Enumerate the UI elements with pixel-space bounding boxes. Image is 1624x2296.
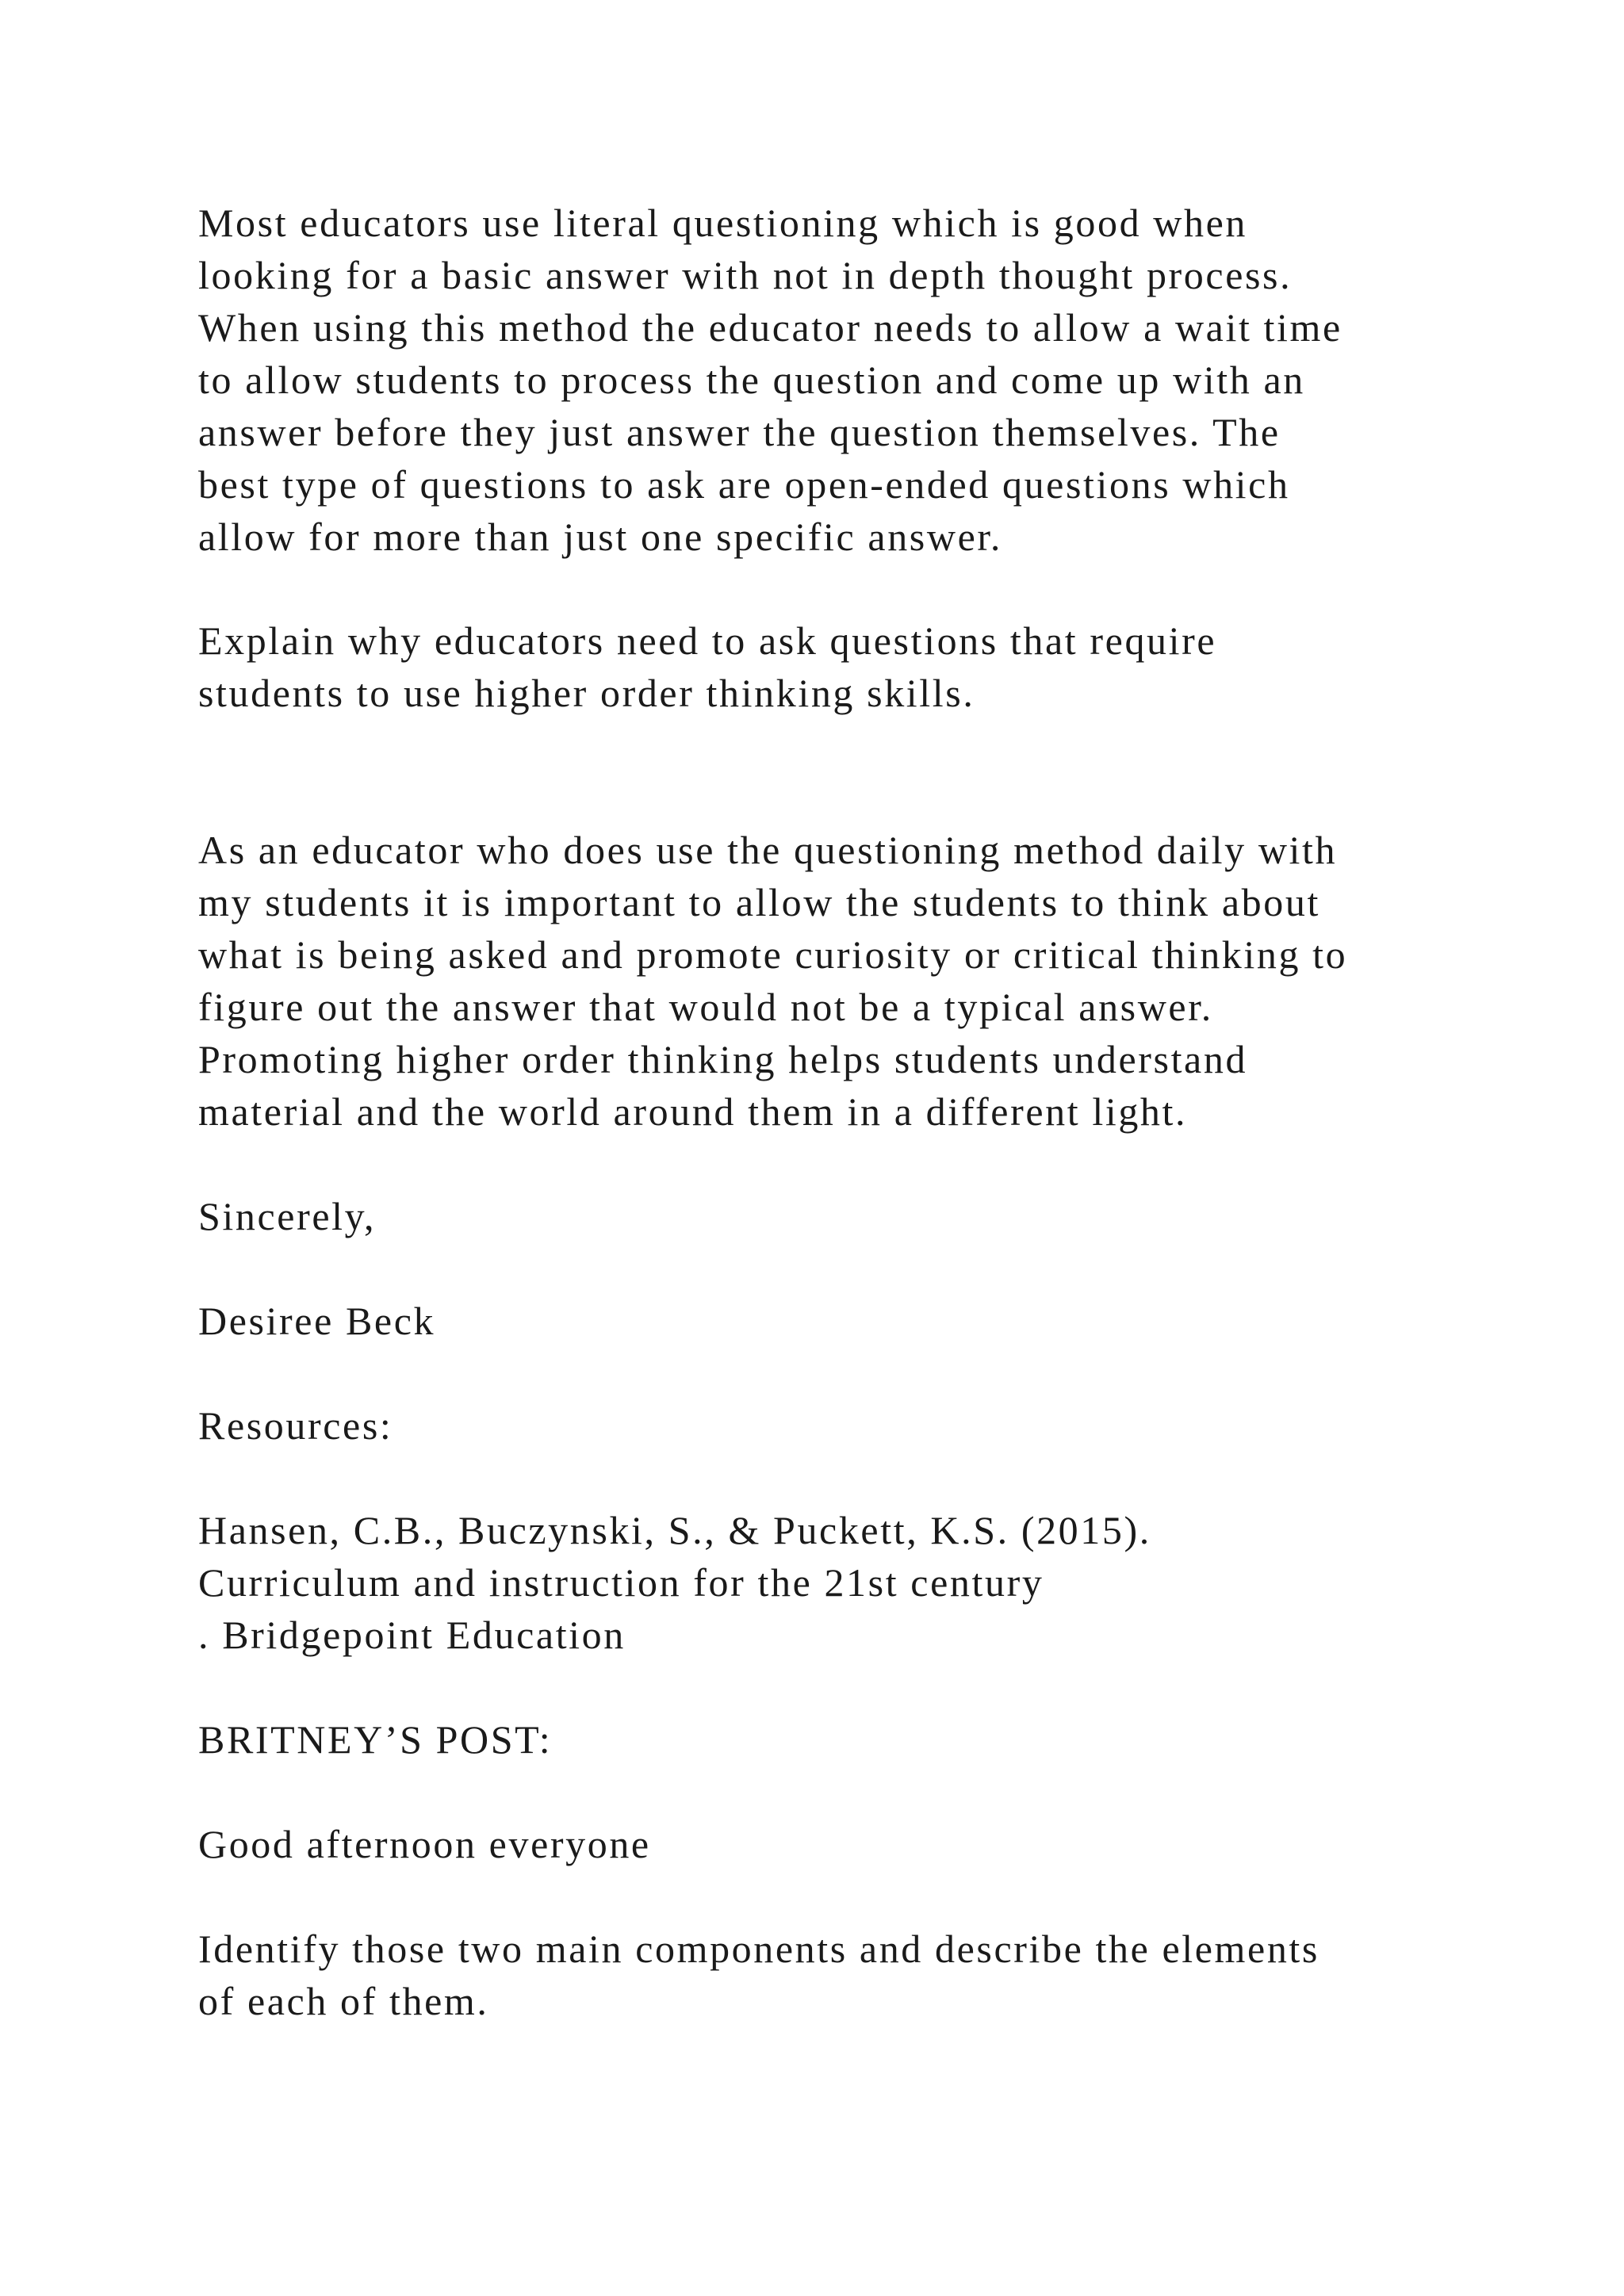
text-line: Identify those two main components and describe the elements (198, 1927, 1320, 1971)
closing-salutation (198, 1190, 1507, 1242)
text-line: answer before they just answer the question themselves. The (198, 410, 1281, 454)
text-line: As an educator who does use the questioning method daily with (198, 828, 1338, 872)
text-line: my students it is important to allow the students to think about (198, 880, 1320, 924)
text-line: . Bridgepoint Education (198, 1613, 626, 1657)
text-line: Most educators use literal questioning which is good when (198, 201, 1248, 245)
text-line: material and the world around them in a different light. (198, 1089, 1188, 1134)
text-line: to allow students to process the question and come up with an (198, 358, 1305, 402)
author-name (198, 1295, 1507, 1347)
paragraph-prompt-higher-order (198, 614, 1507, 719)
text-line: Promoting higher order thinking helps students understand (198, 1037, 1248, 1081)
text-line: Sincerely, (198, 1194, 377, 1238)
text-line: Hansen, C.B., Buczynski, S., & Puckett, K.S. (2015). (198, 1508, 1151, 1552)
paragraph-prompt-components (198, 1923, 1507, 2027)
text-line: students to use higher order thinking skills. (198, 671, 975, 715)
text-line: Desiree Beck (198, 1299, 436, 1343)
post-heading-britney (198, 1713, 1507, 1766)
text-line: BRITNEY’S POST: (198, 1717, 553, 1762)
text-line: Good afternoon everyone (198, 1822, 651, 1866)
text-line: what is being asked and promote curiosity or critical thinking to (198, 932, 1348, 977)
text-line: Explain why educators need to ask questions that require (198, 618, 1217, 663)
greeting (198, 1818, 1507, 1870)
text-line: allow for more than just one specific answer. (198, 515, 1002, 559)
text-line: looking for a basic answer with not in depth thought process. (198, 253, 1293, 297)
text-line: When using this method the educator needs to allow a wait time (198, 305, 1342, 350)
text-line: Curriculum and instruction for the 21st century (198, 1560, 1044, 1605)
paragraph-educator-response (198, 824, 1507, 1138)
text-line: of each of them. (198, 1979, 489, 2023)
text-line: figure out the answer that would not be a typical answer. (198, 985, 1213, 1029)
reference-citation (198, 1504, 1507, 1661)
text-line: best type of questions to ask are open-ended questions which (198, 462, 1290, 507)
text-line: Resources: (198, 1403, 393, 1448)
resources-heading (198, 1399, 1507, 1452)
paragraph-literal-questioning (198, 197, 1507, 563)
